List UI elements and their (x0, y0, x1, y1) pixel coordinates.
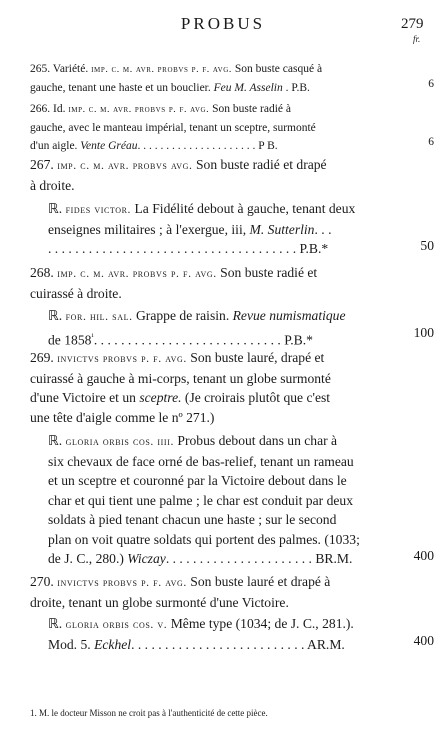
entry-line (48, 220, 386, 240)
italic-text: M. Sutterlin (249, 221, 315, 237)
entry-line (48, 431, 386, 452)
page-number: 279 (401, 16, 424, 32)
entry-text: Grappe de raisin. (132, 308, 233, 323)
entry-text: Probus debout dans un char à (174, 433, 338, 448)
entry-270 (30, 572, 386, 612)
entry-line (48, 510, 386, 530)
value-267-reverse: 50 (420, 238, 434, 253)
entry-text: (Je croirais plutôt que c'est (181, 390, 331, 405)
italic-text: Wiczay (127, 551, 166, 566)
unit-label: fr. (413, 34, 421, 44)
entry-text: 269. (30, 350, 58, 365)
entry-line (30, 348, 386, 369)
entry-text: 265. Variété. (30, 63, 92, 75)
entry-line (48, 471, 386, 491)
entry-line (48, 199, 386, 220)
legend-text: imp. c. m. avr. probvs p. f. avg. (68, 104, 210, 115)
entry-text: droite, tenant un globe surmonté d'une Victoire. (30, 594, 289, 610)
legend-text: for. hil. sal. (65, 310, 133, 323)
entry-270-reverse (48, 614, 386, 654)
entry-line (48, 239, 386, 259)
entry-267-reverse (48, 199, 386, 259)
entry-text: . P.B. (282, 82, 310, 94)
entry-line (30, 79, 386, 97)
entry-text: ℝ. (48, 201, 66, 216)
entry-line (48, 327, 386, 350)
page-title: PROBUS (180, 14, 266, 33)
entry-text: char et qui tient une palme ; le char est conduit par deux (48, 492, 353, 508)
entry-text: ℝ. (48, 616, 66, 631)
value-265: 6 (428, 78, 434, 90)
entry-line (30, 284, 386, 304)
entry-text: 266. Id. (30, 103, 69, 115)
entry-text: ℝ. (48, 308, 66, 323)
entry-text: de J. C., 280.) (48, 551, 128, 566)
italic-text: Feu M. Asselin (213, 82, 283, 94)
entry-text: cuirassé à droite. (30, 285, 122, 301)
legend-text: gloria orbis cos. iiii. (65, 435, 174, 448)
entry-line (30, 369, 386, 389)
entry-268 (30, 263, 386, 303)
entry-line (30, 572, 386, 593)
entry-265 (30, 60, 386, 97)
entry-line (30, 60, 386, 79)
entry-line (30, 408, 386, 428)
value-270-reverse: 400 (413, 633, 434, 648)
legend-text: fides victor. (65, 203, 132, 216)
entry-line (48, 635, 386, 655)
entry-269 (30, 348, 386, 427)
entry-text: Son buste radié et drapé (192, 157, 327, 172)
legend-text: invictvs probvs p. f. avg. (57, 576, 187, 589)
italic-text: Revue numismatique (232, 308, 346, 323)
entry-text: Son buste casqué à (231, 63, 323, 75)
entry-text: . . . (314, 221, 332, 237)
italic-text: Vente Gréau (80, 140, 138, 152)
entry-text: cuirassé à gauche à mi-corps, tenant un globe surmonté (30, 370, 331, 386)
entry-text: soldats à pied tenant chacun une haste ; sur le second (48, 512, 337, 527)
value-266: 6 (428, 136, 434, 148)
entry-text: Son buste lauré, drapé et (186, 350, 325, 365)
entry-269-reverse (48, 431, 386, 569)
entry-line (30, 137, 386, 155)
entry-text: . . . . . . . . . . . . . . . . . . . . . . BR.M. (165, 551, 353, 566)
entry-text: gauche, tenant une haste et un bouclier. (30, 82, 214, 94)
entry-text: une tête d'aigle comme le nº 271.) (30, 409, 215, 425)
entry-text: Son buste radié et (216, 265, 318, 280)
entry-268-reverse (48, 306, 386, 350)
entry-text: ℝ. (48, 433, 66, 448)
entry-line (30, 176, 386, 196)
entry-text: Même type (1034; de J. C., 281.). (167, 616, 354, 631)
entry-line (30, 263, 386, 284)
entry-line (48, 549, 386, 569)
entry-text: six chevaux de face orné de bas-relief, tenant un rameau (48, 453, 354, 469)
entry-text: gauche, avec le manteau impérial, tenant un sceptre, surmonté (30, 122, 316, 134)
italic-text: Eckhel (94, 636, 132, 652)
entry-line (48, 530, 386, 550)
entry-text: La Fidélité debout à gauche, tenant deux (131, 201, 356, 216)
entry-line (30, 593, 386, 613)
legend-text: gloria orbis cos. v. (65, 618, 168, 631)
entry-line (48, 306, 386, 327)
value-268-reverse: 100 (413, 325, 434, 340)
entry-text: de 1858 (48, 332, 92, 348)
entry-text: d'un aigle. (30, 140, 81, 152)
entry-text: . . . . . . . . . . . . . . . . . . . . . . . . . . AR.M. (131, 636, 345, 652)
entry-text: . . . . . . . . . . . . . . . . . . . . . P B. (137, 140, 278, 152)
entry-text: 270. (30, 574, 58, 589)
entry-text: . . . . . . . . . . . . . . . . . . . . . . . . . . . . P.B.* (93, 332, 313, 348)
entry-line (30, 100, 386, 119)
legend-text: imp. c. m. avr. probvs avg. (57, 159, 193, 172)
entry-text: Mod. 5. (48, 636, 95, 652)
entry-text: et un sceptre et couronné par la Victoire debout dans le (48, 473, 347, 488)
entry-text: d'une Victoire et un (30, 390, 140, 405)
entry-text: Son buste lauré et drapé à (186, 574, 331, 589)
legend-text: imp. c. m. avr. probvs p. f. avg. (91, 64, 232, 75)
entry-text: 267. (30, 157, 58, 172)
entry-text: 268. (30, 265, 58, 280)
entry-text: enseignes militaires ; à l'exergue, iii, (48, 221, 250, 237)
entry-line (48, 491, 386, 511)
value-269-reverse: 400 (413, 548, 434, 563)
entry-266 (30, 100, 386, 155)
footnote: 1. M. le docteur Misson ne croit pas à l'authenticité de cette pièce. (30, 708, 268, 718)
legend-text: invictvs probvs p. f. avg. (57, 352, 187, 365)
entry-text: plan on voit quatre soldats qui portent des palmes. (1033; (48, 531, 360, 547)
entry-text: ¹ (91, 331, 94, 341)
italic-text: sceptre. (139, 390, 182, 405)
entry-text: à droite. (30, 177, 75, 193)
entry-line (30, 388, 386, 408)
entry-text: . . . . . . . . . . . . . . . . . . . . . . . . . . . . . . . . . . . . . P.B.* (48, 241, 329, 256)
entry-line (48, 614, 386, 635)
entry-line (48, 452, 386, 472)
entry-line (30, 119, 386, 137)
entry-line (30, 155, 386, 176)
legend-text: imp. c. m. avr. probvs p. f. avg. (57, 267, 217, 280)
entry-text: Son buste radié à (209, 103, 291, 115)
entry-267 (30, 155, 386, 195)
